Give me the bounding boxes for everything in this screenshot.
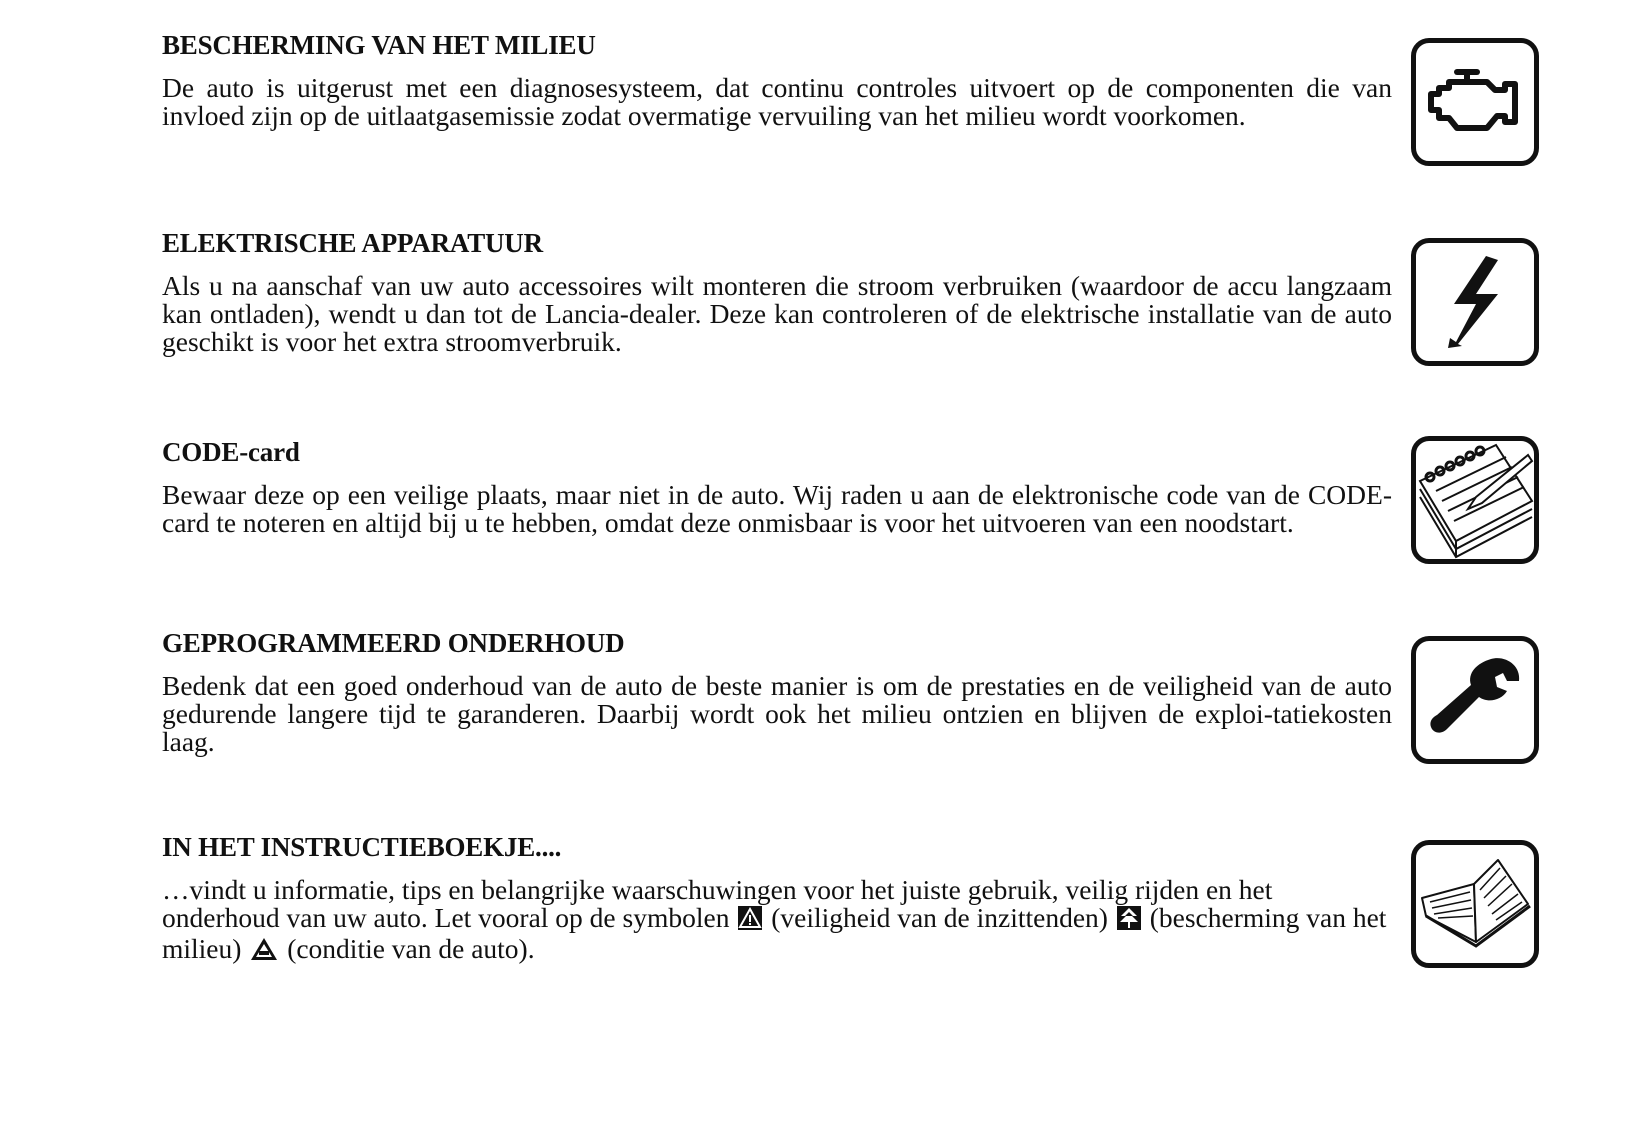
section-body: Als u na aanschaf van uw auto accessoires wilt monteren die stroom verbruiken (waardoor de accu langzaam kan ontladen), wendt u dan tot de Lancia-dealer. Deze kan controleren of de elektrische installatie van de auto geschikt is voor het extra stroomverbruik.: [162, 270, 1392, 357]
wrench-icon: [1411, 636, 1539, 764]
section-body: Bedenk dat een goed onderhoud van de auto de beste manier is om de prestaties en de veiligheid van de auto gedurende langere tijd te garanderen. Daarbij wordt ook het milieu ontzien en blijven de exploi-tatiekosten laag.: [162, 670, 1392, 757]
open-book-icon: [1411, 840, 1539, 968]
section-handbook: [162, 832, 1392, 966]
notepad-pencil-icon: [1411, 436, 1539, 564]
section-body: De auto is uitgerust met een diagnosesysteem, dat continu controles uitvoert op de componenten die van invloed zijn op de uitlaatgasemissie zodat overmatige vervuiling van het milieu wordt voorkomen.: [162, 72, 1392, 131]
car-warning-icon: [250, 937, 278, 966]
section-title: GEPROGRAMMEERD ONDERHOUD: [162, 628, 625, 658]
section-code-card: [162, 437, 1392, 537]
section-maintenance: [162, 628, 1392, 756]
section-title: BESCHERMING VAN HET MILIEU: [162, 30, 596, 60]
body-text: (veiligheid van de inzittenden): [771, 902, 1108, 933]
section-environment: [162, 30, 1392, 130]
tree-icon: [1117, 906, 1141, 935]
section-title: ELEKTRISCHE APPARATUUR: [162, 228, 543, 258]
engine-icon: [1411, 38, 1539, 166]
warning-triangle-icon: [738, 906, 762, 935]
body-text: (conditie van de auto).: [287, 933, 535, 964]
body-text: (bescherming van het milieu): [162, 902, 1387, 964]
section-electrical: [162, 228, 1392, 356]
section-title: IN HET INSTRUCTIEBOEKJE....: [162, 832, 562, 862]
section-body: [162, 876, 1392, 966]
section-body: Bewaar deze op een veilige plaats, maar niet in de auto. Wij raden u aan de elektronische code van de CODE-card te noteren en altijd bij u te hebben, omdat deze onmisbaar is voor het uitvoeren van een noodstart.: [162, 479, 1392, 538]
section-title: CODE-card: [162, 437, 300, 467]
body-text: …vindt u informatie, tips en belangrijke waarschuwingen voor het juiste gebruik, veilig rijden en het onderhoud van uw auto. Let vooral op de symbolen: [162, 874, 1273, 933]
lightning-bolt-icon: [1411, 238, 1539, 366]
